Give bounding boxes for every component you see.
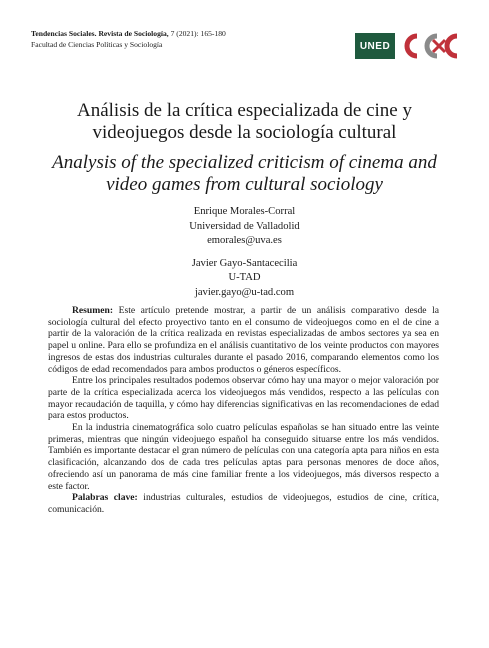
journal-volume: 7 (2021): 165-180 (170, 29, 226, 38)
ccc-logo-arc-2 (427, 36, 437, 56)
author-2-affiliation: U-TAD (228, 272, 261, 284)
authors-spacer (0, 249, 489, 257)
author-1-affiliation: Universidad de Valladolid (189, 220, 300, 232)
abstract-paragraph-3: En la industria cinematográfica solo cuatro películas españolas se han situado entre las veinte primeras, mientras que ningún videojuego español ha conseguido situarse entre los más vendidos. También es importante destacar el gran número de películas con una categoría apta para niños en esta clasificación, alcanzando dos de cada tres películas aptas para personas menores de doce años, ofreciendo así un panorama de más cine familiar frente a los videojuegos, más diversos respecto a este factor. (48, 422, 439, 492)
ccc-logo (399, 28, 465, 64)
ccc-logo-arc-1 (407, 36, 417, 56)
authors-block (0, 205, 489, 301)
title-english-line-1: Analysis of the specialized criticism of cinema and (52, 152, 437, 173)
abstract-paragraph-1 (48, 305, 439, 375)
abstract-paragraph-2: Entre los principales resultados podemos observar cómo hay una mayor o mejor valoración por parte de la crítica especializada acerca los videojuegos más vendidos, respecto a las películas con mayor recaudación de taquilla, y cómo hay diferencias significativas en las recomendaciones de edad para estos productos. (48, 375, 439, 422)
keywords-paragraph (48, 492, 439, 515)
keywords-label: Palabras clave: (72, 492, 138, 504)
author-2-email[interactable]: javier.gayo@u-tad.com (194, 286, 295, 298)
journal-name: Tendencias Sociales. Revista de Sociología, (31, 29, 169, 38)
title-english-line-2: video games from cultural sociology (106, 174, 383, 195)
ccc-logo-arc-3 (447, 36, 457, 56)
uned-logo: UNED (355, 33, 395, 59)
faculty-name: Facultad de Ciencias Políticas y Sociología (31, 40, 163, 49)
author-1-email[interactable]: emorales@uva.es (207, 235, 282, 247)
title-spanish-line-2: videojuegos desde la sociología cultural (92, 122, 397, 143)
abstract-text-1: Este artículo pretende mostrar, a partir de un análisis comparativo desde la sociología cultural del efecto proyectivo tanto en el consumo de videojuegos como en el de cine a partir de la valoración de la crítica realizada en revistas especializadas de ambos sectores ya sea en papel u online. Para ello se profundiza en el análisis cuantitativo de los veinte productos con mayores ingresos de estas dos industrias culturales durante el pasado 2016, comparando elementos como los códigos de edad recomendados para ambos productos o géneros específicos. (48, 305, 439, 375)
journal-header (31, 28, 331, 50)
ccc-logo-cross (433, 40, 445, 52)
journal-citation (31, 28, 331, 39)
keywords-text: industrias culturales, estudios de videojuegos, estudios de cine, crítica, comunicación. (48, 492, 439, 515)
abstract (48, 305, 439, 516)
title-english (0, 152, 489, 196)
title-spanish-line-1: Análisis de la crítica especializada de cine y (77, 100, 412, 121)
abstract-label: Resumen: (72, 305, 114, 316)
author-2-name: Javier Gayo-Santacecilia (191, 257, 298, 269)
logos (355, 28, 465, 64)
author-1-name: Enrique Morales-Corral (193, 206, 296, 217)
title-spanish (0, 100, 489, 144)
